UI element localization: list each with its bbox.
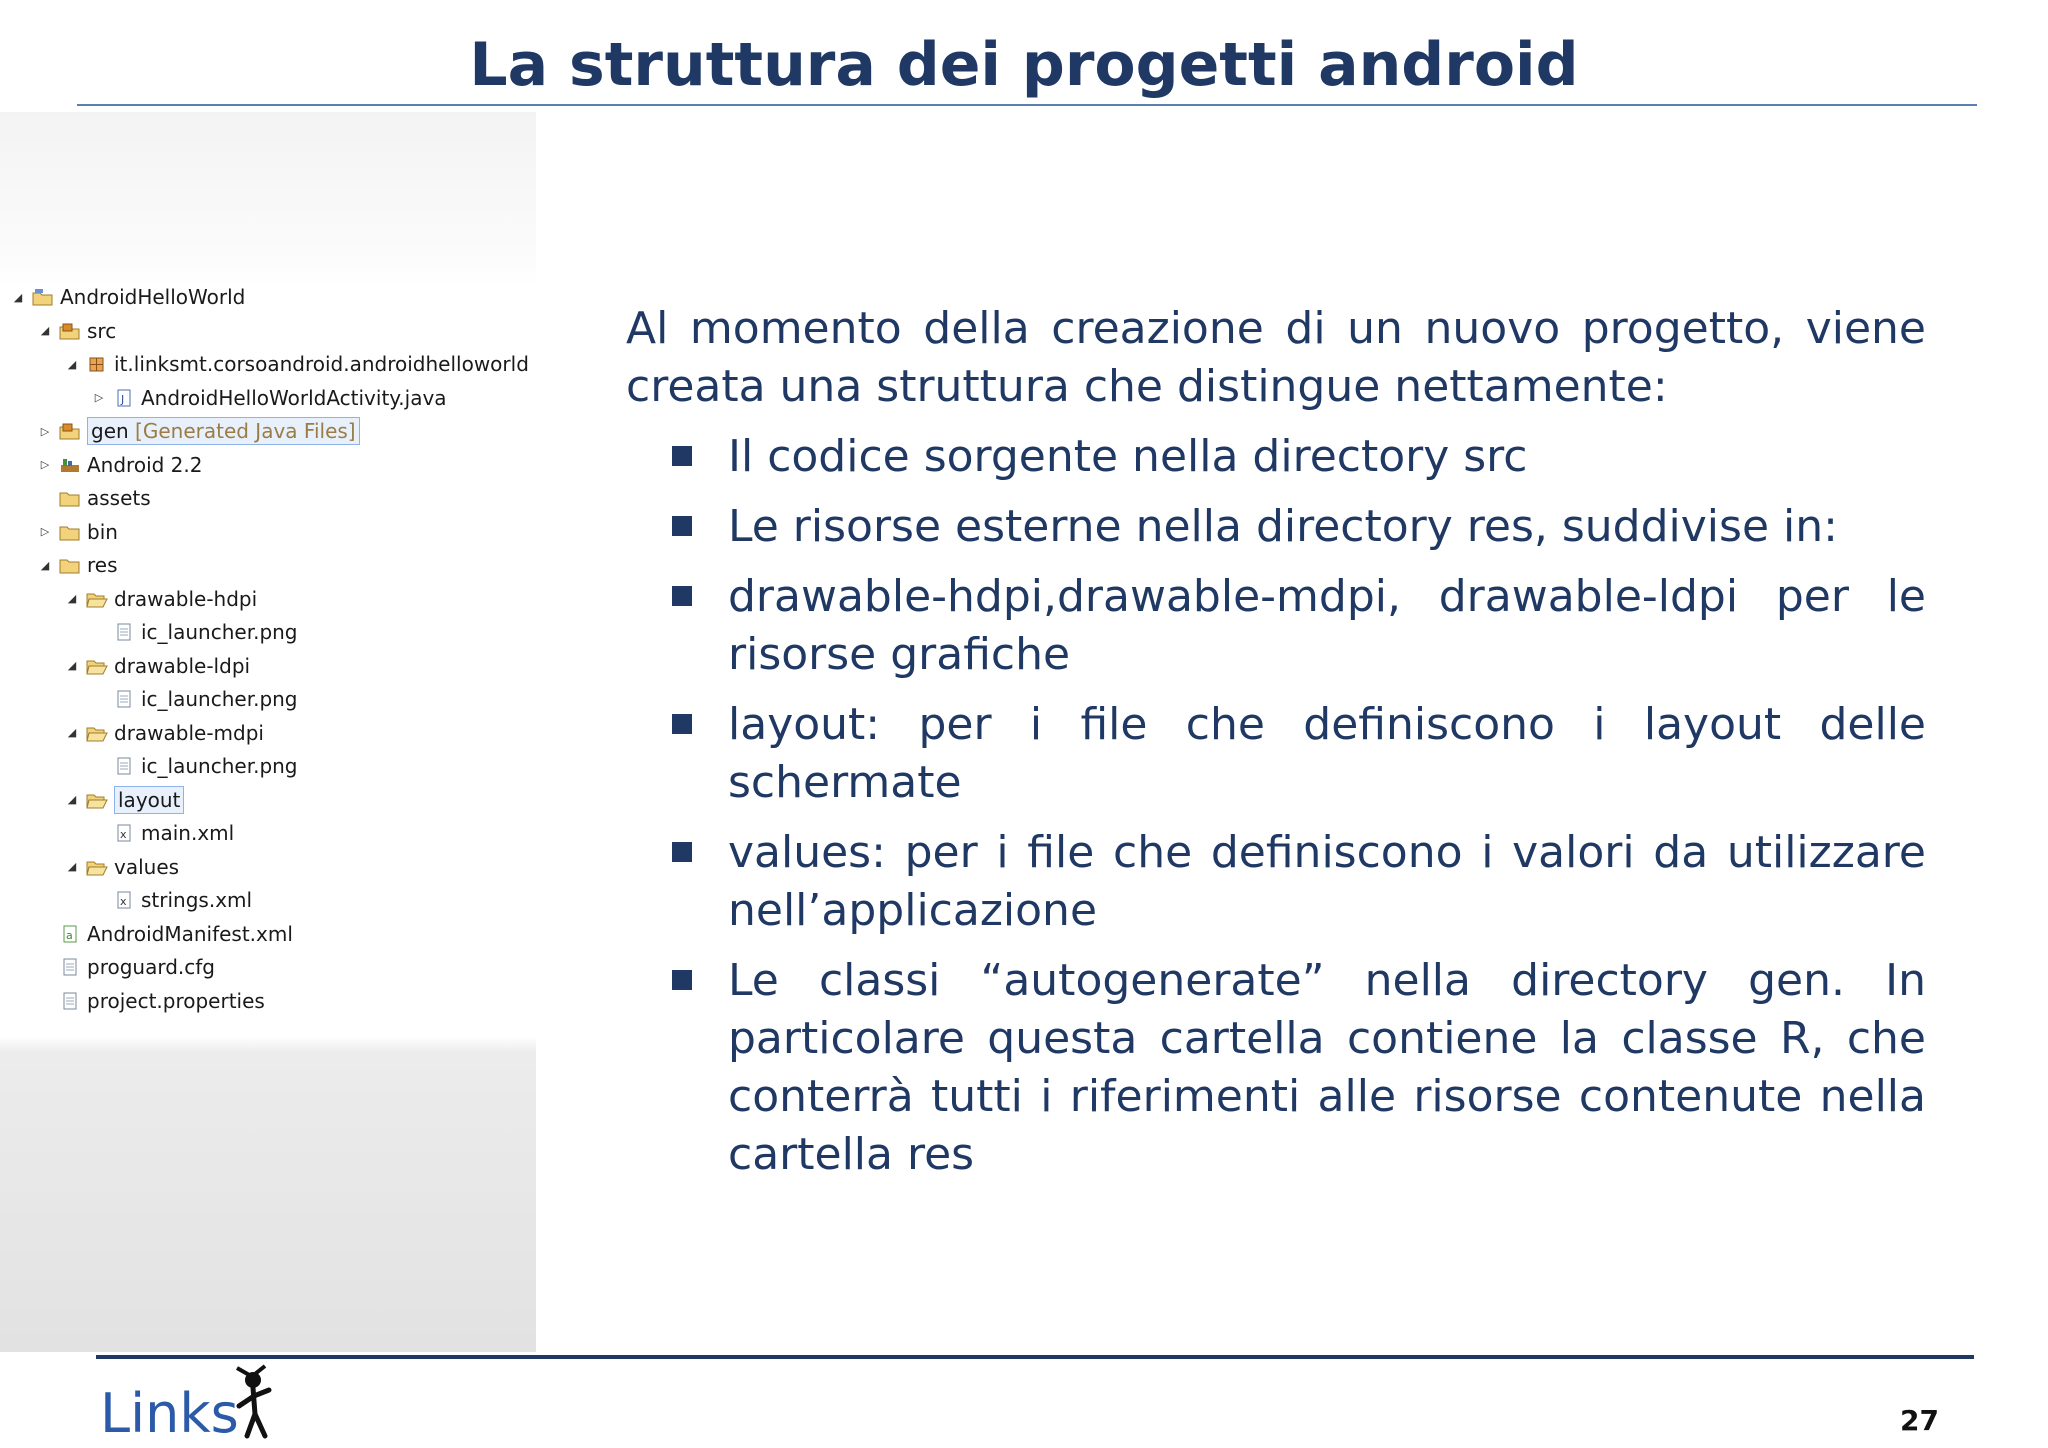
bullet-item [626,824,1926,940]
xml-file-icon [113,824,135,842]
tree-item[interactable] [66,718,264,748]
intro-paragraph: Al momento della creazione di un nuovo progetto, viene creata una struttura che distingue nettamente: [626,303,1926,412]
open-folder-icon [86,858,108,876]
tree-spacer [39,995,51,1007]
tree-spacer [93,760,105,772]
square-bullet-icon [672,842,692,862]
folder-icon [59,556,81,574]
tree-item[interactable] [93,818,234,848]
package-icon [86,355,108,373]
expanded-triangle-icon[interactable]: ◢ [40,558,50,572]
tree-item[interactable] [39,483,151,513]
tree-item-label: gen [91,419,129,443]
tree-item-label: values [114,854,180,879]
file-icon [113,623,135,641]
bullet-item [626,568,1926,684]
tree-item-label: ic_launcher.png [141,620,298,644]
bullet-item [626,952,1926,1184]
tree-item-label-box [141,754,298,778]
bullet-text: layout: per i file che definiscono i layout delle schermate [728,699,1926,808]
tree-spacer [93,626,105,638]
open-folder-icon [86,724,108,742]
tree-item-label: ic_launcher.png [141,754,298,778]
open-folder-icon [86,791,108,809]
tree-item[interactable] [39,517,118,547]
tree-spacer [39,492,51,504]
open-folder-icon [86,590,108,608]
tree-item[interactable] [66,852,179,882]
file-icon [59,958,81,976]
page-number: 27 [1900,1404,1939,1437]
folder-icon [59,523,81,541]
bullet-text: Il codice sorgente nella directory src [728,431,1528,482]
tree-item[interactable] [39,550,118,580]
tree-item[interactable] [12,282,245,312]
tree-item-label: drawable-ldpi [114,653,251,678]
bullet-text: Le risorse esterne nella directory res, suddivise in: [728,501,1838,552]
tree-item-label: ic_launcher.png [141,687,298,711]
tree-item-label-box [87,319,116,343]
tree-item-label-box [87,453,203,477]
tree-item[interactable] [39,986,265,1016]
tree-item-label-box [87,922,293,946]
tree-item[interactable] [93,684,298,714]
expanded-triangle-icon[interactable]: ◢ [67,726,77,739]
tree-spacer [39,961,51,973]
file-icon [59,992,81,1010]
tree-item-label: layout [118,787,181,812]
xml-file-icon [113,891,135,909]
tree-spacer [93,693,105,705]
tree-item-label-box [141,821,234,845]
tree-item-label-box [87,955,215,979]
tree-item[interactable] [66,651,250,681]
tree-item-label-box [87,989,265,1013]
expanded-triangle-icon[interactable]: ◢ [13,290,23,304]
bullet-item [626,498,1926,556]
tree-item[interactable] [93,751,298,781]
tree-item-label-box [87,520,118,544]
tree-item[interactable] [66,584,257,614]
tree-item-label: drawable-hdpi [114,586,258,611]
tree-item[interactable] [39,919,293,949]
tree-item-label: assets [87,486,151,510]
bullet-text: values: per i file che definiscono i valori da utilizzare nell’applicazione [728,827,1926,936]
library-icon [59,456,81,474]
logo-text: Links [100,1382,239,1445]
tree-item-label: AndroidHelloWorld [60,285,246,309]
tree-item-label-box [141,386,447,410]
collapsed-triangle-icon[interactable]: ▷ [40,525,50,538]
tree-item-label: project.properties [87,988,265,1013]
tree-item-label-box [141,620,298,644]
source-folder-icon [59,322,81,340]
collapsed-triangle-icon[interactable]: ▷ [40,424,50,438]
tree-item[interactable] [39,952,215,982]
svg-text:x: x [120,828,127,841]
source-folder-icon [59,422,81,440]
expanded-triangle-icon[interactable]: ◢ [67,592,77,605]
expanded-triangle-icon[interactable]: ◢ [67,860,77,873]
tree-item-label-box [141,687,298,711]
tree-item[interactable] [93,885,252,915]
tree-item-label-box [60,285,245,309]
tree-item-label-box [87,486,151,510]
tree-spacer [39,928,51,940]
expanded-triangle-icon[interactable]: ◢ [40,324,50,337]
tree-item-label-box [114,587,257,611]
tree-item-label: it.linksmt.corsoandroid.androidhelloworld [114,352,529,376]
expanded-triangle-icon[interactable]: ◢ [67,357,77,371]
tree-item-label: src [87,318,117,343]
tree-item[interactable] [39,416,360,446]
logo-figure-icon [225,1362,285,1442]
expanded-triangle-icon[interactable]: ◢ [67,659,77,672]
square-bullet-icon [672,714,692,734]
square-bullet-icon [672,970,692,990]
square-bullet-icon [672,516,692,536]
tree-item[interactable] [93,383,447,413]
tree-item-label-box [114,721,264,745]
tree-item[interactable] [66,349,529,379]
open-folder-icon [86,657,108,675]
slide-body [626,300,1926,1196]
bullet-text: Le classi “autogenerate” nella directory gen. In particolare questa cartella contiene la classe R, che conterrà tutti i riferimenti alle risorse contenute nella cartella res [728,955,1926,1180]
square-bullet-icon [672,586,692,606]
tree-item-label: strings.xml [141,888,253,912]
tree-item-decoration: [Generated Java Files] [128,419,356,443]
tree-item-label-box [114,786,184,814]
tree-item-label-box [141,888,252,912]
tree-item-label: res [87,553,118,577]
slide-title: La struttura dei progetti android [469,30,1579,100]
tree-item-label-box [114,654,250,678]
folder-icon [59,489,81,507]
links-logo [100,1362,300,1445]
bullet-text: drawable-hdpi,drawable-mdpi, drawable-ldpi per le risorse grafiche [728,571,1926,680]
tree-item-label-box [87,553,118,577]
collapsed-triangle-icon[interactable]: ▷ [40,458,50,471]
title-divider [77,104,1977,106]
tree-item-label: Android 2.2 [87,452,203,477]
svg-text:J: J [121,392,125,406]
manifest-file-icon [59,925,81,943]
bullet-item [626,428,1926,486]
square-bullet-icon [672,446,692,466]
tree-item-label-box [114,855,179,879]
tree-item[interactable] [93,617,298,647]
tree-item-label-box [87,417,360,445]
tree-item-label: bin [87,519,118,544]
tree-item[interactable] [66,785,184,815]
expanded-triangle-icon[interactable]: ◢ [67,793,77,806]
tree-item[interactable] [39,316,116,346]
footer-divider [96,1355,1974,1359]
svg-text:a: a [66,928,73,942]
svg-text:x: x [120,895,127,908]
bullet-list [626,428,1926,1184]
collapsed-triangle-icon[interactable]: ▷ [94,391,104,404]
tree-item-label: proguard.cfg [87,955,215,979]
tree-spacer [93,827,105,839]
tree-item-label: AndroidHelloWorldActivity.java [141,385,447,410]
tree-item[interactable] [39,450,203,480]
bullet-item [626,696,1926,812]
file-icon [113,757,135,775]
tree-item-label: drawable-mdpi [114,720,264,745]
tree-item-label-box [114,352,529,376]
project-icon [32,288,54,306]
tree-spacer [93,894,105,906]
tree-item-label: main.xml [141,821,235,845]
java-file-icon [113,389,135,407]
tree-item-label: AndroidManifest.xml [87,921,293,946]
file-icon [113,690,135,708]
